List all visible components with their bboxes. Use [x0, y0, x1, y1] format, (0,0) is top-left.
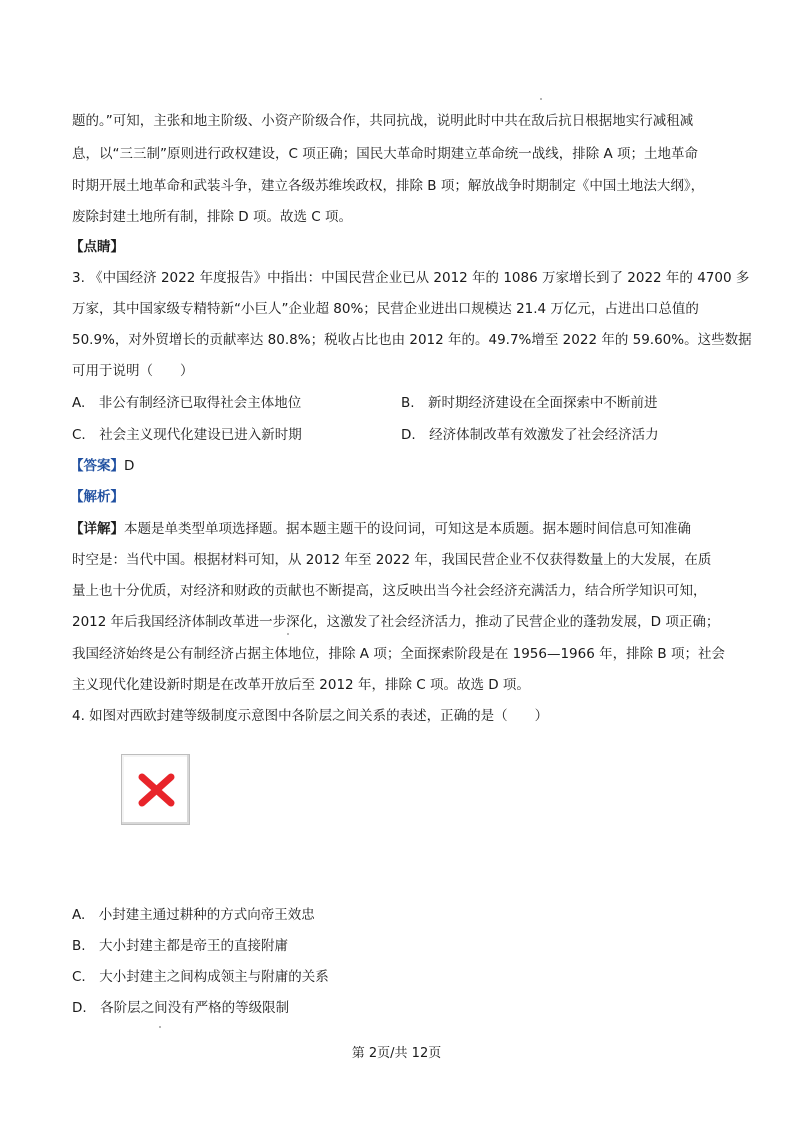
paragraph-line: 废除封建土地所有制，排除 D 项。故选 C 项。	[72, 209, 352, 225]
detail-line: 2012 年后我国经济体制改革进一步深化，这激发了社会经济活力，推动了民营企业的蓬勃发展，D 项正确；	[72, 614, 720, 630]
detail-line: 主义现代化建设新时期是在改革开放后至 2012 年，排除 C 项。故选 D 项。	[72, 677, 530, 693]
answer-label: 【答案】	[70, 458, 124, 474]
detail-label: 【详解】	[70, 521, 124, 537]
question-3-option-c: C. 社会主义现代化建设已进入新时期	[72, 427, 302, 443]
answer-value: D	[124, 458, 135, 474]
question-4-option-d: D. 各阶层之间没有严格的等级限制	[72, 1000, 290, 1016]
broken-image-placeholder	[121, 754, 190, 825]
answer-row	[70, 456, 134, 476]
question-3-option-d: D. 经济体制改革有效激发了社会经济活力	[401, 427, 659, 443]
question-3-stem: 可用于说明（ ）	[72, 363, 194, 379]
detail-line: 量上也十分优质，对经济和财政的贡献也不断提高，这反映出当今社会经济充满活力，结合所学知识可知，	[72, 583, 707, 599]
scan-speck	[159, 1026, 161, 1028]
page-number: 第 2页/共 12页	[351, 1046, 442, 1061]
question-4-stem: 4. 如图对西欧封建等级制度示意图中各阶层之间关系的表述，正确的是（ ）	[72, 708, 549, 724]
scan-speck	[540, 98, 542, 100]
detail-text: 本题是单类型单项选择题。据本题主题干的设问词，可知这是本质题。据本题时间信息可知准确	[124, 521, 691, 537]
broken-image-icon	[138, 773, 175, 807]
analysis-label: 【解析】	[70, 489, 124, 505]
dianjing-label: 【点睛】	[70, 239, 124, 255]
detail-line: 时空是：当代中国。根据材料可知，从 2012 年至 2022 年，我国民营企业不仅获得数量上的大发展，在质	[72, 552, 712, 568]
question-4-option-b: B. 大小封建主都是帝王的直接附庸	[72, 938, 289, 954]
detail-line	[70, 519, 691, 539]
question-3-option-b: B. 新时期经济建设在全面探索中不断前进	[401, 395, 658, 411]
question-4-option-a: A. 小封建主通过耕种的方式向帝王效忠	[72, 907, 315, 923]
paragraph-line: 息，以“三三制”原则进行政权建设，C 项正确；国民大革命时期建立革命统一战线，排除 A 项；土地革命	[72, 146, 699, 162]
question-3-stem: 50.9%，对外贸增长的贡献率达 80.8%；税收占比也由 2012 年的。49.7%增至 2022 年的 59.60%。这些数据	[72, 332, 752, 348]
question-3-stem: 3. 《中国经济 2022 年度报告》中指出：中国民营企业已从 2012 年的 1086 万家增长到了 2022 年的 4700 多	[72, 270, 750, 286]
question-3-option-a: A. 非公有制经济已取得社会主体地位	[72, 395, 302, 411]
paragraph-line: 题的。”可知，主张和地主阶级、小资产阶级合作，共同抗战，说明此时中共在敌后抗日根据地实行减租减	[72, 113, 694, 129]
question-3-stem: 万家，其中国家级专精特新“小巨人”企业超 80%；民营企业进出口规模达 21.4 万亿元，占进出口总值的	[72, 301, 699, 317]
paragraph-line: 时期开展土地革命和武装斗争，建立各级苏维埃政权，排除 B 项；解放战争时期制定《中国土地法大纲》，	[72, 178, 705, 194]
detail-line: 我国经济始终是公有制经济占据主体地位，排除 A 项；全面探索阶段是在 1956—1966 年，排除 B 项；社会	[72, 646, 725, 662]
scan-speck	[287, 633, 289, 635]
question-4-option-c: C. 大小封建主之间构成领主与附庸的关系	[72, 969, 329, 985]
